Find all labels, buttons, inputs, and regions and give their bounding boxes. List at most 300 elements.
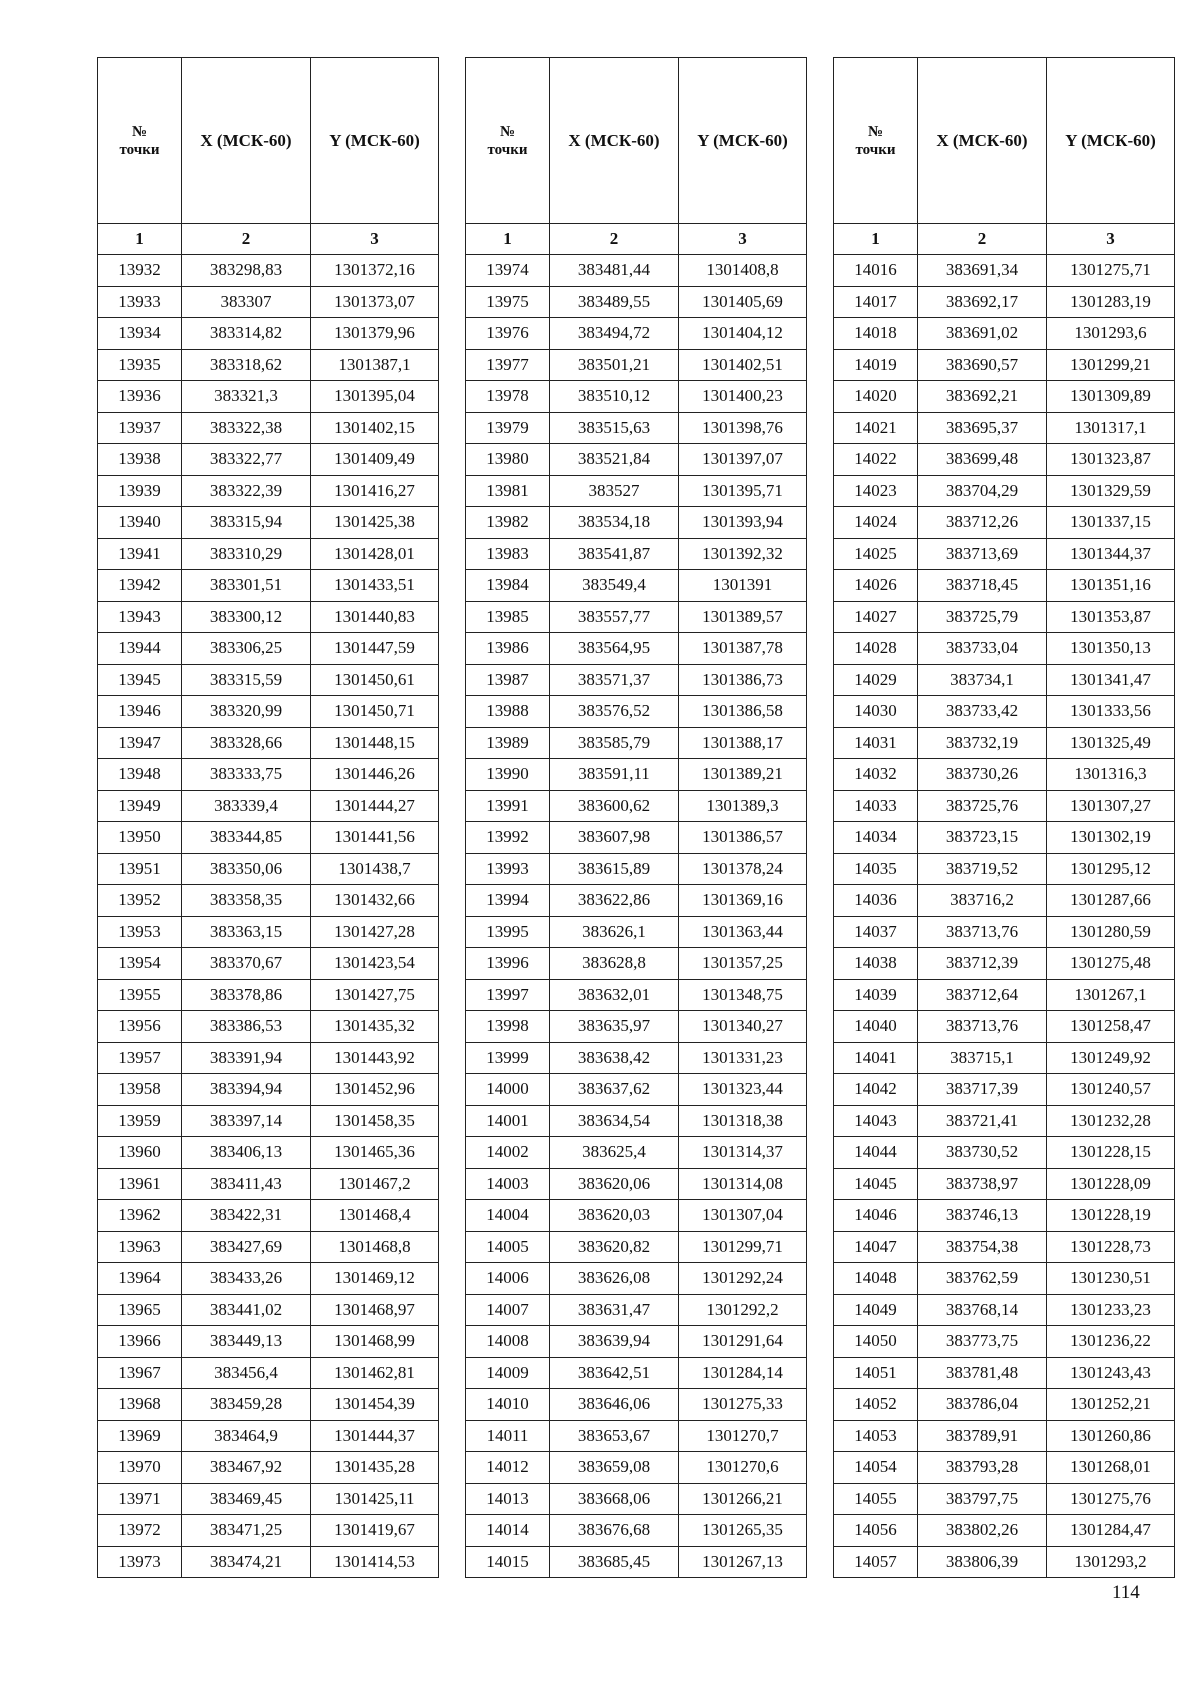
x-coordinate-cell: 383406,13 — [182, 1137, 311, 1169]
point-number-cell: 14024 — [834, 507, 918, 539]
x-coordinate-cell: 383733,04 — [918, 633, 1047, 665]
point-number-cell: 13960 — [98, 1137, 182, 1169]
point-number-cell: 14042 — [834, 1074, 918, 1106]
y-coordinate-cell: 1301395,71 — [679, 475, 807, 507]
x-coordinate-cell: 383721,41 — [918, 1105, 1047, 1137]
table-row — [466, 1137, 807, 1169]
point-number-cell: 13995 — [466, 916, 550, 948]
point-number-cell: 14022 — [834, 444, 918, 476]
x-coordinate-cell: 383321,3 — [182, 381, 311, 413]
y-coordinate-cell: 1301391 — [679, 570, 807, 602]
point-number-cell: 14005 — [466, 1231, 550, 1263]
y-coordinate-cell: 1301344,37 — [1047, 538, 1175, 570]
table-row — [98, 475, 439, 507]
x-coordinate-cell: 383358,35 — [182, 885, 311, 917]
table-row — [466, 664, 807, 696]
header-row — [834, 58, 1175, 224]
y-coordinate-cell: 1301405,69 — [679, 286, 807, 318]
y-coordinate-cell: 1301280,59 — [1047, 916, 1175, 948]
table-row — [834, 790, 1175, 822]
y-coordinate-cell: 1301236,22 — [1047, 1326, 1175, 1358]
y-coordinate-header: Y (МСК-60) — [679, 58, 807, 224]
x-coordinate-cell: 383691,34 — [918, 255, 1047, 287]
y-coordinate-cell: 1301243,43 — [1047, 1357, 1175, 1389]
y-coordinate-cell: 1301469,12 — [311, 1263, 439, 1295]
x-coordinate-cell: 383725,76 — [918, 790, 1047, 822]
y-coordinate-cell: 1301398,76 — [679, 412, 807, 444]
point-number-cell: 13991 — [466, 790, 550, 822]
x-coordinate-cell: 383527 — [550, 475, 679, 507]
point-number-cell: 13963 — [98, 1231, 182, 1263]
table-row — [466, 412, 807, 444]
table-row — [466, 444, 807, 476]
x-coordinate-cell: 383607,98 — [550, 822, 679, 854]
column-index: 3 — [679, 224, 807, 255]
x-coordinate-cell: 383378,86 — [182, 979, 311, 1011]
point-number-cell: 14027 — [834, 601, 918, 633]
table-row — [834, 1515, 1175, 1547]
y-coordinate-cell: 1301389,3 — [679, 790, 807, 822]
y-coordinate-cell: 1301438,7 — [311, 853, 439, 885]
y-coordinate-cell: 1301323,87 — [1047, 444, 1175, 476]
y-coordinate-cell: 1301387,1 — [311, 349, 439, 381]
table-row — [466, 916, 807, 948]
y-coordinate-cell: 1301228,09 — [1047, 1168, 1175, 1200]
column-index: 2 — [182, 224, 311, 255]
point-number-cell: 14023 — [834, 475, 918, 507]
point-number-header — [834, 58, 918, 224]
point-number-cell: 13951 — [98, 853, 182, 885]
y-coordinate-cell: 1301293,6 — [1047, 318, 1175, 350]
x-coordinate-cell: 383307 — [182, 286, 311, 318]
x-coordinate-cell: 383322,39 — [182, 475, 311, 507]
x-coordinate-cell: 383646,06 — [550, 1389, 679, 1421]
y-coordinate-cell: 1301441,56 — [311, 822, 439, 854]
y-coordinate-cell: 1301388,17 — [679, 727, 807, 759]
y-coordinate-cell: 1301363,44 — [679, 916, 807, 948]
table-row — [834, 1042, 1175, 1074]
x-coordinate-cell: 383620,06 — [550, 1168, 679, 1200]
point-number-cell: 14052 — [834, 1389, 918, 1421]
table-row — [834, 507, 1175, 539]
y-coordinate-cell: 1301409,49 — [311, 444, 439, 476]
y-coordinate-cell: 1301258,47 — [1047, 1011, 1175, 1043]
table-row — [834, 727, 1175, 759]
x-coordinate-cell: 383427,69 — [182, 1231, 311, 1263]
table-row — [834, 948, 1175, 980]
x-coordinate-cell: 383712,64 — [918, 979, 1047, 1011]
y-coordinate-cell: 1301331,23 — [679, 1042, 807, 1074]
y-coordinate-cell: 1301275,48 — [1047, 948, 1175, 980]
point-number-cell: 13959 — [98, 1105, 182, 1137]
table-row — [98, 538, 439, 570]
table-row — [466, 1263, 807, 1295]
point-number-cell: 14039 — [834, 979, 918, 1011]
x-coordinate-cell: 383549,4 — [550, 570, 679, 602]
point-number-header-line1: № — [867, 123, 884, 140]
point-number-cell: 14010 — [466, 1389, 550, 1421]
table-row — [834, 822, 1175, 854]
table-row — [466, 1294, 807, 1326]
column-index-row — [466, 224, 807, 255]
x-coordinate-cell: 383515,63 — [550, 412, 679, 444]
table-row — [834, 570, 1175, 602]
table-row — [466, 1105, 807, 1137]
point-number-cell: 14006 — [466, 1263, 550, 1295]
table-row — [834, 601, 1175, 633]
y-coordinate-cell: 1301432,66 — [311, 885, 439, 917]
point-number-cell: 14016 — [834, 255, 918, 287]
table-row — [834, 1137, 1175, 1169]
point-number-cell: 14038 — [834, 948, 918, 980]
x-coordinate-cell: 383564,95 — [550, 633, 679, 665]
y-coordinate-cell: 1301402,15 — [311, 412, 439, 444]
y-coordinate-cell: 1301425,11 — [311, 1483, 439, 1515]
y-coordinate-cell: 1301307,27 — [1047, 790, 1175, 822]
y-coordinate-cell: 1301454,39 — [311, 1389, 439, 1421]
x-coordinate-cell: 383730,26 — [918, 759, 1047, 791]
point-number-header — [466, 58, 550, 224]
x-coordinate-cell: 383615,89 — [550, 853, 679, 885]
table-row — [834, 1420, 1175, 1452]
x-coordinate-cell: 383628,8 — [550, 948, 679, 980]
y-coordinate-cell: 1301468,4 — [311, 1200, 439, 1232]
x-coordinate-cell: 383471,25 — [182, 1515, 311, 1547]
point-number-cell: 13966 — [98, 1326, 182, 1358]
table-row — [466, 349, 807, 381]
y-coordinate-cell: 1301408,8 — [679, 255, 807, 287]
x-coordinate-cell: 383712,39 — [918, 948, 1047, 980]
table-row — [98, 1389, 439, 1421]
point-number-cell: 14017 — [834, 286, 918, 318]
table-row — [466, 759, 807, 791]
point-number-cell: 13999 — [466, 1042, 550, 1074]
point-number-cell: 14049 — [834, 1294, 918, 1326]
x-coordinate-cell: 383732,19 — [918, 727, 1047, 759]
point-number-cell: 14021 — [834, 412, 918, 444]
point-number-cell: 13950 — [98, 822, 182, 854]
x-coordinate-cell: 383620,82 — [550, 1231, 679, 1263]
y-coordinate-header: Y (МСК-60) — [311, 58, 439, 224]
point-number-header-line2: точки — [487, 141, 528, 158]
x-coordinate-cell: 383541,87 — [550, 538, 679, 570]
table-row — [98, 664, 439, 696]
point-number-cell: 13945 — [98, 664, 182, 696]
point-number-cell: 13949 — [98, 790, 182, 822]
point-number-cell: 13983 — [466, 538, 550, 570]
column-index-row — [98, 224, 439, 255]
point-number-cell: 13997 — [466, 979, 550, 1011]
x-coordinate-cell: 383433,26 — [182, 1263, 311, 1295]
point-number-cell: 13979 — [466, 412, 550, 444]
y-coordinate-cell: 1301323,44 — [679, 1074, 807, 1106]
y-coordinate-cell: 1301427,28 — [311, 916, 439, 948]
x-coordinate-cell: 383314,82 — [182, 318, 311, 350]
x-coordinate-cell: 383699,48 — [918, 444, 1047, 476]
table-row — [466, 475, 807, 507]
y-coordinate-cell: 1301450,71 — [311, 696, 439, 728]
point-number-cell: 14054 — [834, 1452, 918, 1484]
y-coordinate-cell: 1301233,23 — [1047, 1294, 1175, 1326]
y-coordinate-cell: 1301270,6 — [679, 1452, 807, 1484]
x-coordinate-cell: 383793,28 — [918, 1452, 1047, 1484]
y-coordinate-cell: 1301440,83 — [311, 601, 439, 633]
table-row — [834, 1231, 1175, 1263]
y-coordinate-cell: 1301467,2 — [311, 1168, 439, 1200]
x-coordinate-cell: 383725,79 — [918, 601, 1047, 633]
y-coordinate-cell: 1301284,14 — [679, 1357, 807, 1389]
x-coordinate-cell: 383474,21 — [182, 1546, 311, 1578]
point-number-cell: 13986 — [466, 633, 550, 665]
x-coordinate-cell: 383639,94 — [550, 1326, 679, 1358]
point-number-cell: 13954 — [98, 948, 182, 980]
table-row — [466, 979, 807, 1011]
point-number-cell: 14051 — [834, 1357, 918, 1389]
point-number-cell: 13953 — [98, 916, 182, 948]
point-number-cell: 14029 — [834, 664, 918, 696]
x-coordinate-cell: 383449,13 — [182, 1326, 311, 1358]
y-coordinate-cell: 1301446,26 — [311, 759, 439, 791]
point-number-cell: 13982 — [466, 507, 550, 539]
x-coordinate-cell: 383789,91 — [918, 1420, 1047, 1452]
table-row — [98, 1042, 439, 1074]
y-coordinate-cell: 1301314,37 — [679, 1137, 807, 1169]
x-coordinate-cell: 383786,04 — [918, 1389, 1047, 1421]
table-row — [98, 1483, 439, 1515]
y-coordinate-cell: 1301435,32 — [311, 1011, 439, 1043]
y-coordinate-cell: 1301351,16 — [1047, 570, 1175, 602]
y-coordinate-cell: 1301444,27 — [311, 790, 439, 822]
point-number-cell: 13972 — [98, 1515, 182, 1547]
x-coordinate-cell: 383481,44 — [550, 255, 679, 287]
x-coordinate-cell: 383576,52 — [550, 696, 679, 728]
point-number-cell: 14011 — [466, 1420, 550, 1452]
x-coordinate-cell: 383695,37 — [918, 412, 1047, 444]
y-coordinate-cell: 1301316,3 — [1047, 759, 1175, 791]
y-coordinate-cell: 1301275,71 — [1047, 255, 1175, 287]
point-number-cell: 14048 — [834, 1263, 918, 1295]
x-coordinate-cell: 383642,51 — [550, 1357, 679, 1389]
y-coordinate-cell: 1301448,15 — [311, 727, 439, 759]
table-row — [466, 1231, 807, 1263]
table-row — [834, 538, 1175, 570]
y-coordinate-cell: 1301402,51 — [679, 349, 807, 381]
point-number-header-line2: точки — [119, 141, 160, 158]
point-number-cell: 13948 — [98, 759, 182, 791]
table-row — [466, 790, 807, 822]
table-row — [98, 255, 439, 287]
x-coordinate-cell: 383717,39 — [918, 1074, 1047, 1106]
table-row — [834, 1483, 1175, 1515]
table-row — [834, 1546, 1175, 1578]
table-row — [98, 1011, 439, 1043]
table-row — [466, 1200, 807, 1232]
table-row — [98, 381, 439, 413]
point-number-cell: 14007 — [466, 1294, 550, 1326]
x-coordinate-cell: 383637,62 — [550, 1074, 679, 1106]
point-number-cell: 13941 — [98, 538, 182, 570]
table-row — [834, 885, 1175, 917]
table-row — [466, 1074, 807, 1106]
x-coordinate-cell: 383459,28 — [182, 1389, 311, 1421]
table-row — [98, 507, 439, 539]
table-row — [98, 759, 439, 791]
point-number-cell: 14018 — [834, 318, 918, 350]
point-number-cell: 14057 — [834, 1546, 918, 1578]
point-number-cell: 13977 — [466, 349, 550, 381]
y-coordinate-cell: 1301340,27 — [679, 1011, 807, 1043]
y-coordinate-cell: 1301240,57 — [1047, 1074, 1175, 1106]
x-coordinate-cell: 383715,1 — [918, 1042, 1047, 1074]
table-row — [466, 633, 807, 665]
y-coordinate-cell: 1301393,94 — [679, 507, 807, 539]
point-number-cell: 13971 — [98, 1483, 182, 1515]
point-number-cell: 14001 — [466, 1105, 550, 1137]
x-coordinate-cell: 383713,76 — [918, 1011, 1047, 1043]
point-number-cell: 13998 — [466, 1011, 550, 1043]
y-coordinate-cell: 1301350,13 — [1047, 633, 1175, 665]
x-coordinate-cell: 383391,94 — [182, 1042, 311, 1074]
y-coordinate-cell: 1301299,21 — [1047, 349, 1175, 381]
y-coordinate-cell: 1301443,92 — [311, 1042, 439, 1074]
x-coordinate-cell: 383754,38 — [918, 1231, 1047, 1263]
y-coordinate-cell: 1301267,13 — [679, 1546, 807, 1578]
x-coordinate-cell: 383306,25 — [182, 633, 311, 665]
y-coordinate-cell: 1301458,35 — [311, 1105, 439, 1137]
y-coordinate-cell: 1301392,32 — [679, 538, 807, 570]
table-row — [834, 1011, 1175, 1043]
point-number-cell: 14055 — [834, 1483, 918, 1515]
point-number-cell: 14019 — [834, 349, 918, 381]
x-coordinate-cell: 383625,4 — [550, 1137, 679, 1169]
table-row — [466, 948, 807, 980]
coordinate-table-2 — [465, 57, 807, 1578]
table-row — [98, 1294, 439, 1326]
table-row — [466, 1515, 807, 1547]
y-coordinate-cell: 1301386,57 — [679, 822, 807, 854]
x-coordinate-cell: 383806,39 — [918, 1546, 1047, 1578]
x-coordinate-cell: 383557,77 — [550, 601, 679, 633]
table-row — [98, 916, 439, 948]
point-number-cell: 13981 — [466, 475, 550, 507]
point-number-cell: 13993 — [466, 853, 550, 885]
table-row — [834, 255, 1175, 287]
y-coordinate-cell: 1301266,21 — [679, 1483, 807, 1515]
point-number-cell: 13969 — [98, 1420, 182, 1452]
table-row — [466, 853, 807, 885]
table-row — [466, 1483, 807, 1515]
point-number-cell: 14025 — [834, 538, 918, 570]
y-coordinate-cell: 1301468,99 — [311, 1326, 439, 1358]
table-row — [834, 853, 1175, 885]
point-number-cell: 14035 — [834, 853, 918, 885]
x-coordinate-cell: 383344,85 — [182, 822, 311, 854]
y-coordinate-cell: 1301293,2 — [1047, 1546, 1175, 1578]
x-coordinate-cell: 383510,12 — [550, 381, 679, 413]
table-row — [466, 1011, 807, 1043]
y-coordinate-cell: 1301314,08 — [679, 1168, 807, 1200]
point-number-cell: 13970 — [98, 1452, 182, 1484]
point-number-cell: 13985 — [466, 601, 550, 633]
x-coordinate-cell: 383802,26 — [918, 1515, 1047, 1547]
x-coordinate-cell: 383456,4 — [182, 1357, 311, 1389]
table-row — [466, 1452, 807, 1484]
y-coordinate-cell: 1301265,35 — [679, 1515, 807, 1547]
point-number-cell: 14031 — [834, 727, 918, 759]
y-coordinate-cell: 1301287,66 — [1047, 885, 1175, 917]
point-number-cell: 13994 — [466, 885, 550, 917]
y-coordinate-cell: 1301333,56 — [1047, 696, 1175, 728]
x-coordinate-cell: 383712,26 — [918, 507, 1047, 539]
y-coordinate-cell: 1301309,89 — [1047, 381, 1175, 413]
x-coordinate-cell: 383350,06 — [182, 853, 311, 885]
x-coordinate-cell: 383464,9 — [182, 1420, 311, 1452]
y-coordinate-cell: 1301386,73 — [679, 664, 807, 696]
x-coordinate-cell: 383489,55 — [550, 286, 679, 318]
point-number-cell: 14036 — [834, 885, 918, 917]
x-coordinate-cell: 383320,99 — [182, 696, 311, 728]
point-number-cell: 14000 — [466, 1074, 550, 1106]
table-row — [98, 633, 439, 665]
x-coordinate-cell: 383571,37 — [550, 664, 679, 696]
point-number-cell: 14014 — [466, 1515, 550, 1547]
y-coordinate-cell: 1301379,96 — [311, 318, 439, 350]
y-coordinate-cell: 1301284,47 — [1047, 1515, 1175, 1547]
y-coordinate-cell: 1301228,15 — [1047, 1137, 1175, 1169]
table-row — [466, 885, 807, 917]
table-row — [834, 1105, 1175, 1137]
y-coordinate-cell: 1301317,1 — [1047, 412, 1175, 444]
point-number-cell: 13946 — [98, 696, 182, 728]
table-row — [834, 979, 1175, 1011]
y-coordinate-cell: 1301435,28 — [311, 1452, 439, 1484]
point-number-cell: 13967 — [98, 1357, 182, 1389]
column-index: 3 — [1047, 224, 1175, 255]
point-number-cell: 13973 — [98, 1546, 182, 1578]
column-index: 2 — [550, 224, 679, 255]
x-coordinate-cell: 383339,4 — [182, 790, 311, 822]
x-coordinate-cell: 383634,54 — [550, 1105, 679, 1137]
y-coordinate-cell: 1301307,04 — [679, 1200, 807, 1232]
x-coordinate-cell: 383635,97 — [550, 1011, 679, 1043]
coordinate-table-3 — [833, 57, 1175, 1578]
point-number-cell: 13978 — [466, 381, 550, 413]
table-row — [98, 601, 439, 633]
table-row — [466, 727, 807, 759]
point-number-cell: 14028 — [834, 633, 918, 665]
point-number-cell: 13938 — [98, 444, 182, 476]
point-number-header-line1: № — [499, 123, 516, 140]
y-coordinate-cell: 1301292,24 — [679, 1263, 807, 1295]
y-coordinate-cell: 1301444,37 — [311, 1420, 439, 1452]
table-row — [98, 1515, 439, 1547]
point-number-cell: 13996 — [466, 948, 550, 980]
table-row — [98, 979, 439, 1011]
table-row — [834, 1263, 1175, 1295]
point-number-cell: 13974 — [466, 255, 550, 287]
table-row — [466, 255, 807, 287]
table-row — [834, 475, 1175, 507]
point-number-cell: 13964 — [98, 1263, 182, 1295]
y-coordinate-cell: 1301353,87 — [1047, 601, 1175, 633]
point-number-cell: 14002 — [466, 1137, 550, 1169]
x-coordinate-cell: 383718,45 — [918, 570, 1047, 602]
table-row — [466, 570, 807, 602]
point-number-cell: 13980 — [466, 444, 550, 476]
x-coordinate-cell: 383773,75 — [918, 1326, 1047, 1358]
x-coordinate-cell: 383315,94 — [182, 507, 311, 539]
table-row — [834, 1200, 1175, 1232]
